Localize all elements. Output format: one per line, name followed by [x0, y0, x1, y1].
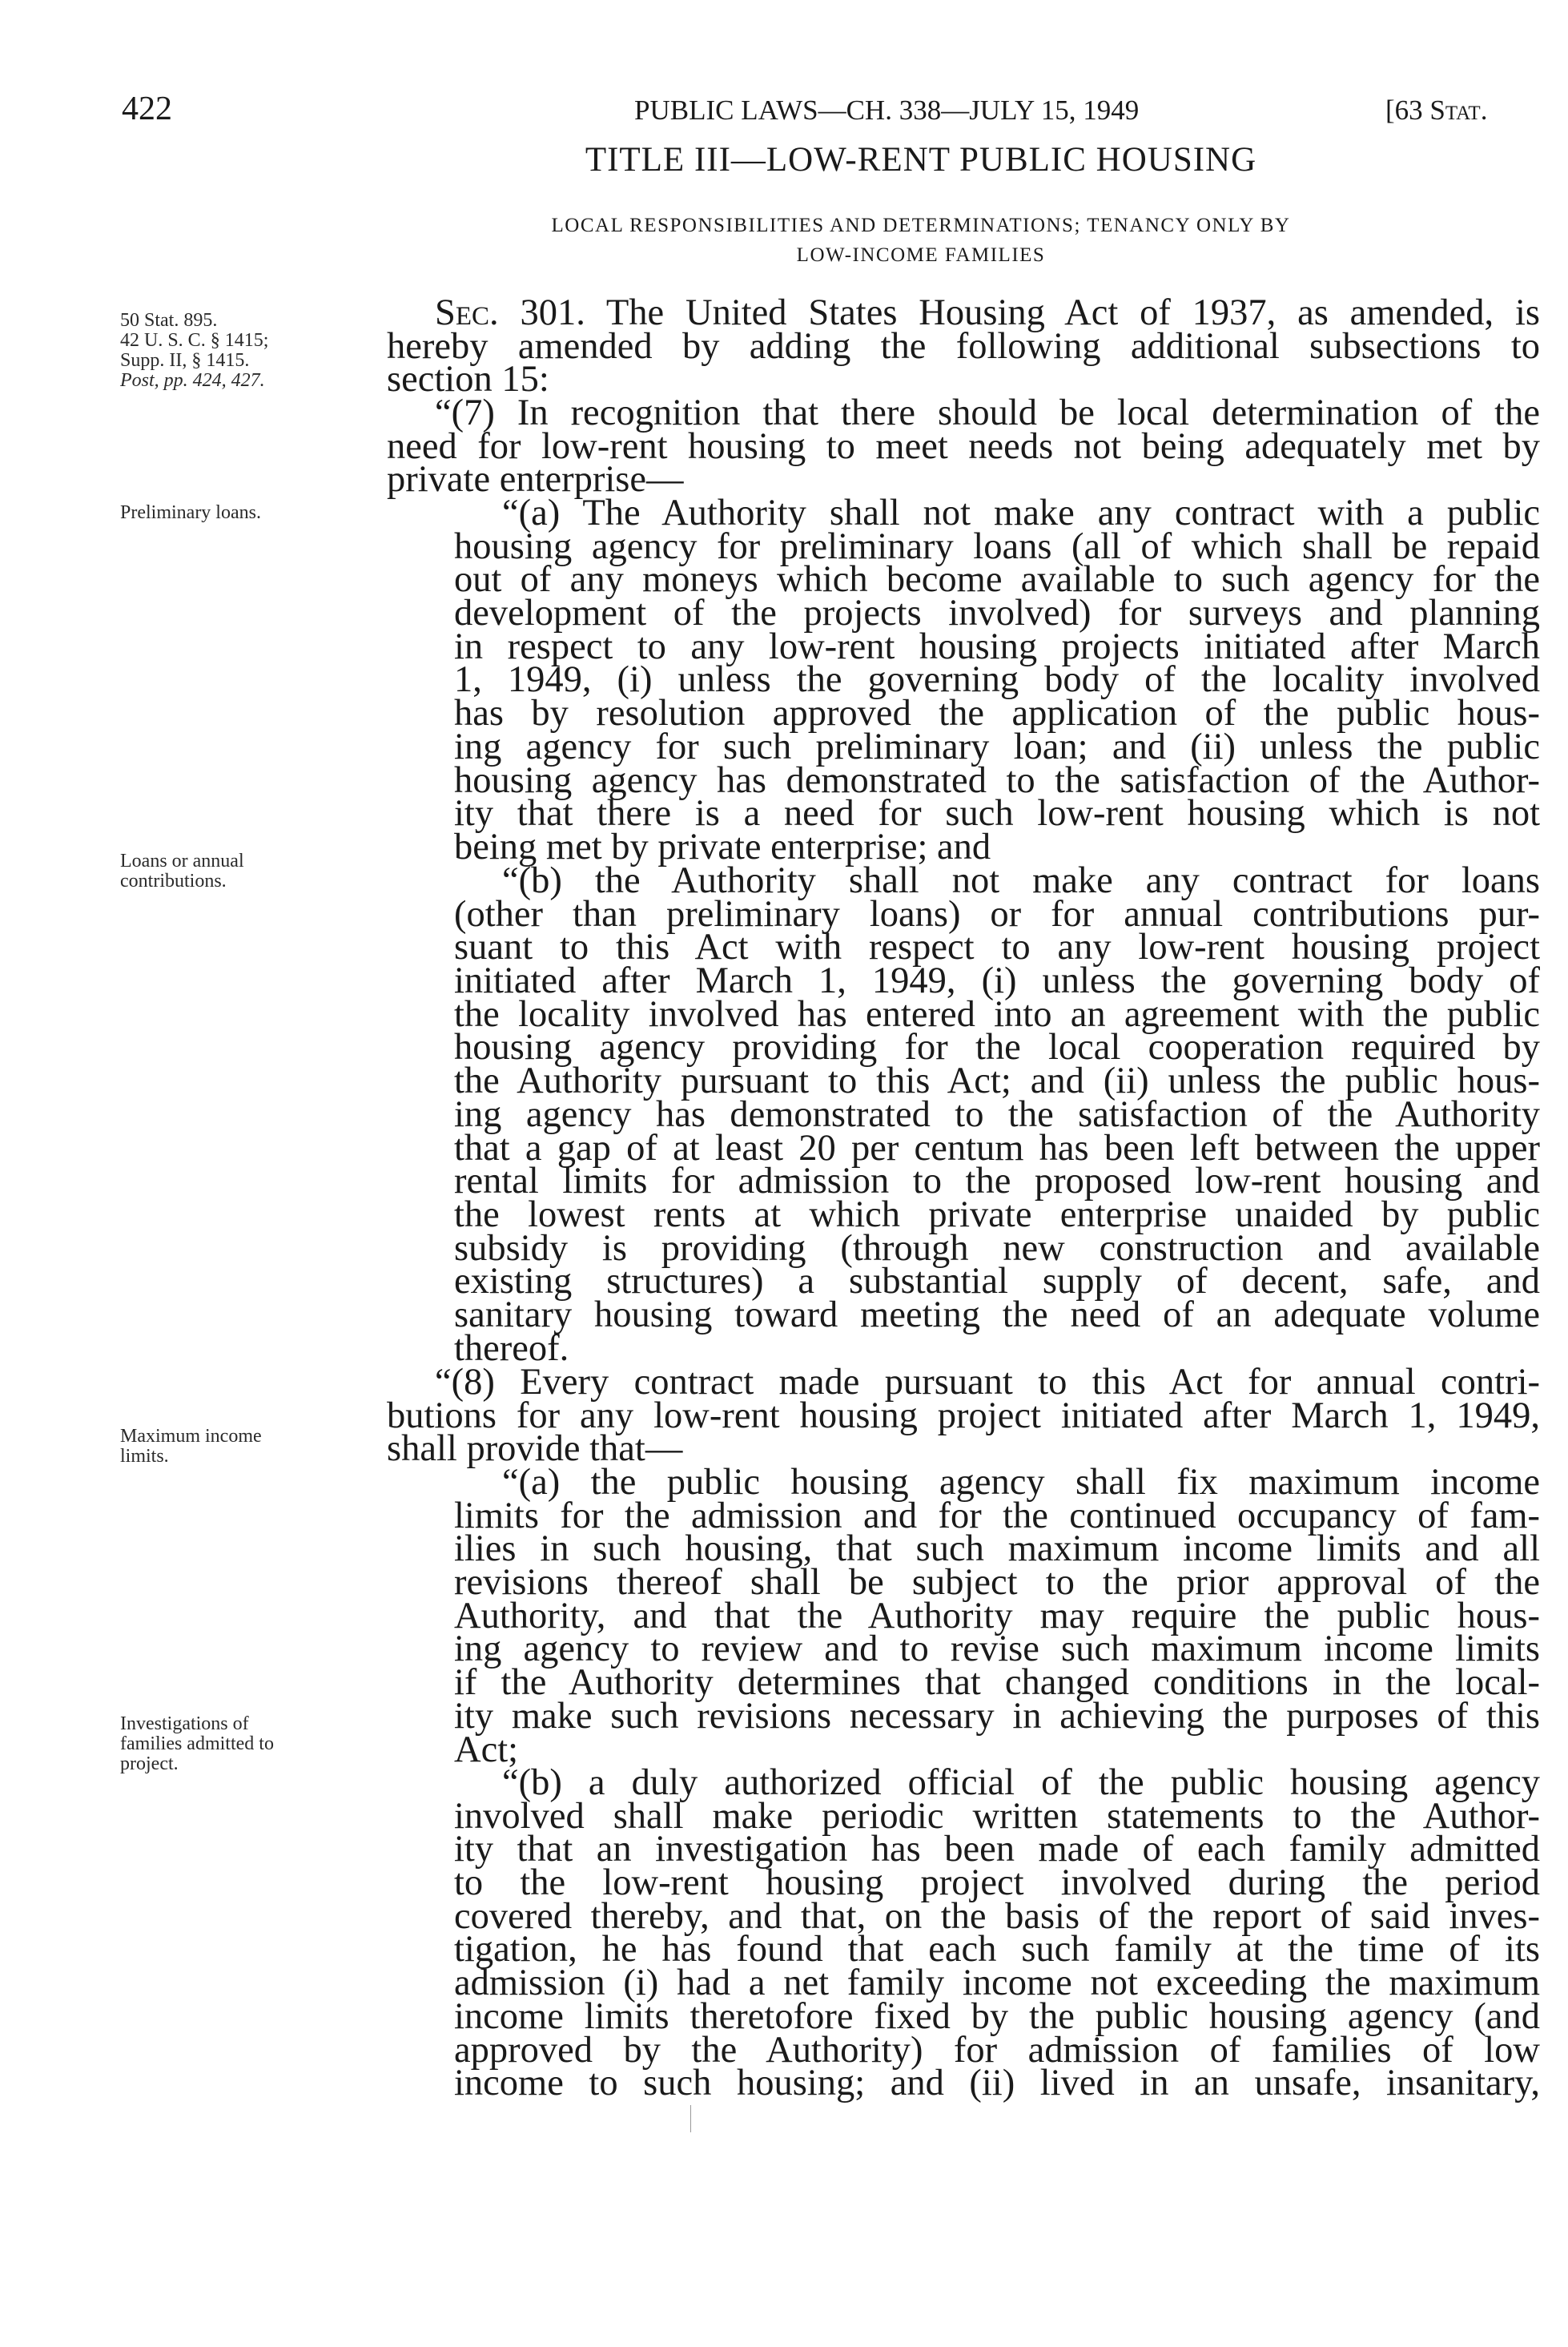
text-line: (other than preliminary loans) or for annual contributions pur-: [454, 893, 1540, 935]
title-heading: TITLE III—LOW-RENT PUBLIC HOUSING: [585, 141, 1257, 179]
subsection-8a-paragraph: [454, 1462, 1540, 1770]
margin-note-line: families admitted to: [120, 1733, 274, 1754]
text-line: income to such housing; and (ii) lived in an unsafe, insanitary,: [454, 2063, 1540, 2104]
subsection-7b-paragraph: [454, 860, 1540, 1369]
text-line: to the low-rent housing project involved during the period: [454, 1862, 1540, 1904]
text-line: “(a) the public housing agency shall fix maximum income: [502, 1462, 1540, 1503]
text-line: sanitary housing toward meeting the need of an adequate volume: [454, 1294, 1540, 1335]
statute-reference: [63 Stat.: [1385, 95, 1488, 126]
text-line: Authority, and that the Authority may require the public hous-: [454, 1595, 1540, 1636]
text-line: admission (i) had a net family income not exceeding the maximum: [454, 1963, 1540, 2004]
text-line: 1, 1949, (i) unless the governing body of the locality involved: [454, 659, 1540, 701]
margin-note-line: 50 Stat. 895.: [120, 310, 218, 331]
text-line: revisions thereof shall be subject to the prior approval of the: [454, 1562, 1540, 1604]
section-heading-line: LOCAL RESPONSIBILITIES AND DETERMINATIONS; TENANCY ONLY BY: [551, 215, 1291, 236]
margin-note-line: 42 U. S. C. § 1415;: [120, 330, 269, 351]
margin-note-loans-annual-contributions: [120, 851, 392, 892]
text-line: shall provide that—: [387, 1428, 683, 1470]
margin-note-line: Supp. II, § 1415.: [120, 350, 250, 371]
text-line: out of any moneys which become available to such agency for the: [454, 559, 1540, 601]
text-line: ing agency has demonstrated to the satisfaction of the Authority: [454, 1093, 1540, 1135]
text-line: suant to this Act with respect to any low-rent housing project: [454, 927, 1540, 968]
text-line: thereof.: [454, 1327, 569, 1369]
bottom-rule: [690, 2105, 691, 2132]
text-line: initiated after March 1, 1949, (i) unless the governing body of: [454, 960, 1540, 1002]
margin-note-line: project.: [120, 1753, 179, 1774]
section-301-paragraph: [387, 292, 1540, 401]
text-line: the lowest rents at which private enterprise unaided by public: [454, 1194, 1540, 1235]
running-head: PUBLIC LAWS—CH. 338—JULY 15, 1949: [634, 95, 1140, 126]
text-line: covered thereby, and that, on the basis of the report of said inves-: [454, 1895, 1540, 1937]
text-line: ing agency for such preliminary loan; and (ii) unless the public: [454, 726, 1540, 767]
margin-note-line: Investigations of: [120, 1713, 249, 1734]
text-line: “(a) The Authority shall not make any contract with a public: [502, 493, 1540, 533]
text-line: rental limits for admission to the proposed low-rent housing and: [454, 1161, 1540, 1202]
margin-note-maximum-income-limits: [120, 1427, 392, 1467]
text-line: existing structures) a substantial supply of decent, safe, and: [454, 1261, 1540, 1302]
text-line: subsidy is providing (through new construction and available: [454, 1227, 1540, 1269]
text-line: private enterprise—: [387, 459, 684, 501]
text-line: approved by the Authority) for admission of families of low: [454, 2029, 1540, 2071]
text-line: the Authority pursuant to this Act; and (ii) unless the public hous-: [454, 1061, 1540, 1102]
section-heading-line: LOW-INCOME FAMILIES: [796, 244, 1046, 266]
section-number: Sec. 301.: [435, 292, 585, 333]
text-line: Sec. 301. The United States Housing Act of 1937, as amended, is: [435, 292, 1540, 333]
margin-note-line: Post, pp. 424, 427.: [120, 370, 265, 391]
text-line: tigation, he has found that each such family at the time of its: [454, 1929, 1540, 1971]
margin-note-line: contributions.: [120, 871, 227, 892]
subsection-7a-paragraph: [454, 493, 1540, 868]
page-number: 422: [122, 91, 172, 127]
text-line: ing agency to review and to revise such maximum income limits: [454, 1628, 1540, 1670]
text-line: Act;: [454, 1729, 519, 1770]
text-line: ity that an investigation has been made of each family admitted: [454, 1829, 1540, 1870]
subsection-8-paragraph: [387, 1362, 1540, 1470]
text-line: ity make such revisions necessary in achieving the purposes of this: [454, 1695, 1540, 1737]
margin-note-line: limits.: [120, 1446, 169, 1467]
text-line: housing agency for preliminary loans (all of which shall be repaid: [454, 525, 1540, 567]
text-line: ity that there is a need for such low-rent housing which is not: [454, 793, 1540, 835]
text-line: income limits theretofore fixed by the public housing agency (and: [454, 1995, 1540, 2037]
margin-note-line: Preliminary loans.: [120, 502, 261, 523]
text-line: “(b) a duly authorized official of the public housing agency: [502, 1762, 1540, 1803]
text-line: section 15:: [387, 359, 549, 401]
text-line: limits for the admission and for the continued occupancy of fam-: [454, 1495, 1540, 1536]
margin-note-citations: [120, 311, 392, 391]
text-line: if the Authority determines that changed conditions in the local-: [454, 1662, 1540, 1704]
text-line: “(8) Every contract made pursuant to this Act for annual contri-: [435, 1362, 1540, 1403]
text-line: “(b) the Authority shall not make any contract for loans: [502, 860, 1540, 901]
text-line: ilies in such housing, that such maximum income limits and all: [454, 1528, 1540, 1570]
text-line: has by resolution approved the application of the public hous-: [454, 693, 1540, 735]
text-line: the locality involved has entered into an agreement with the public: [454, 993, 1540, 1035]
text-line: involved shall make periodic written statements to the Author-: [454, 1795, 1540, 1837]
subsection-8b-paragraph: [454, 1762, 1540, 2104]
margin-note-preliminary-loans: [120, 503, 392, 523]
margin-note-investigations: [120, 1714, 392, 1774]
text-line: housing agency providing for the local cooperation required by: [454, 1027, 1540, 1069]
text-line: being met by private enterprise; and: [454, 826, 991, 868]
text-line: “(7) In recognition that there should be local determination of the: [435, 393, 1540, 433]
section-heading: [400, 211, 1441, 270]
text-line: in respect to any low-rent housing projects initiated after March: [454, 626, 1540, 667]
margin-note-line: Maximum income: [120, 1426, 262, 1447]
text-line: butions for any low-rent housing project initiated after March 1, 1949,: [387, 1395, 1540, 1436]
text-line: need for low-rent housing to meet needs not being adequately met by: [387, 425, 1540, 467]
text-line: development of the projects involved) for surveys and planning: [454, 593, 1540, 634]
text-line: housing agency has demonstrated to the satisfaction of the Author-: [454, 759, 1540, 801]
subsection-7-paragraph: [387, 393, 1540, 501]
text-line: hereby amended by adding the following additional subsections to: [387, 325, 1540, 367]
text-line: that a gap of at least 20 per centum has been left between the upper: [454, 1127, 1540, 1169]
margin-note-line: Loans or annual: [120, 851, 244, 872]
